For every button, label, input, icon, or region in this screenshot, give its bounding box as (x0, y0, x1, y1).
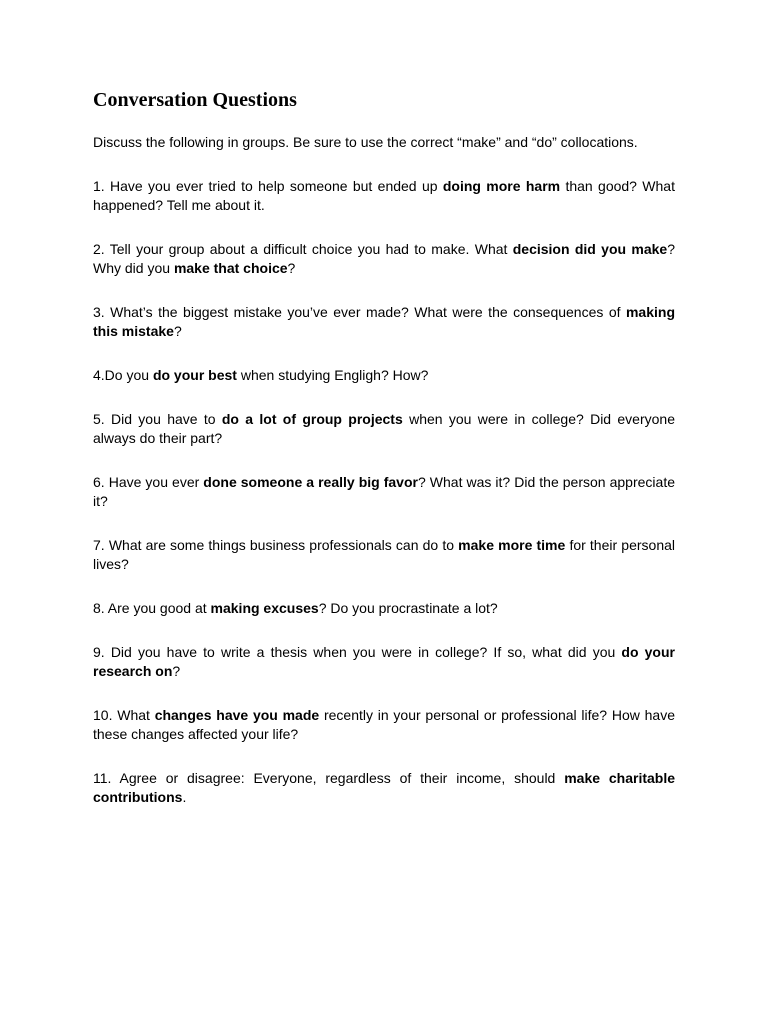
question-text: 6. Have you ever (93, 474, 204, 490)
question-item (93, 240, 675, 278)
collocation-bold: making excuses (210, 600, 319, 616)
question-text: ? (287, 260, 296, 276)
collocation-bold: do your best (152, 367, 237, 383)
question-text: 5. Did you have to (93, 411, 222, 427)
collocation-bold: make more time (458, 537, 566, 553)
collocation-bold: decision did you make (512, 241, 668, 257)
question-text: 10. What (93, 707, 155, 723)
question-item (93, 536, 675, 574)
question-text: ? Why did you (93, 241, 675, 276)
intro-paragraph: Discuss the following in groups. Be sure to use the correct “make” and “do” collocations. (93, 134, 638, 150)
question-text: than good? What happened? Tell me about it. (93, 178, 675, 213)
question-item (93, 303, 675, 341)
question-text: 7. What are some things business professionals can do to (93, 537, 459, 553)
collocation-bold: do your research on (93, 644, 675, 679)
question-text: 2. Tell your group about a difficult choice you had to make. What (93, 241, 513, 257)
collocation-bold: make charitable contributions (93, 770, 676, 805)
question-item (93, 706, 675, 744)
question-text: when studying Engligh? How? (236, 367, 429, 383)
question-text: 9. Did you have to write a thesis when you were in college? If so, what did you (93, 644, 622, 660)
question-item (93, 643, 675, 681)
question-text: 4.Do you (93, 367, 153, 383)
collocation-bold: done someone a really big favor (203, 474, 418, 490)
collocation-bold: doing more harm (442, 178, 561, 194)
question-text: 8. Are you good at (93, 600, 211, 616)
question-text: 11. Agree or disagree: Everyone, regardless of their income, should (93, 770, 565, 786)
question-text: 1. Have you ever tried to help someone but ended up (93, 178, 443, 194)
question-item (93, 177, 675, 215)
question-text: ? (172, 663, 181, 679)
question-list (93, 177, 675, 807)
question-text: ? Do you procrastinate a lot? (318, 600, 498, 616)
question-text: . (182, 789, 187, 805)
question-text: ? (173, 323, 182, 339)
collocation-bold: changes have you made (154, 707, 320, 723)
document-page (93, 86, 675, 832)
collocation-bold: making this mistake (93, 304, 675, 339)
question-item (93, 473, 675, 511)
question-item (93, 599, 675, 618)
collocation-bold: do a lot of group projects (221, 411, 403, 427)
question-item (93, 410, 675, 448)
question-item (93, 769, 675, 807)
question-text: 3. What’s the biggest mistake you’ve ever made? What were the consequences of (93, 304, 626, 320)
page-title: Conversation Questions (93, 89, 297, 111)
question-item (93, 366, 675, 385)
question-text: ? What was it? Did the person appreciate it? (93, 474, 675, 509)
question-text: when you were in college? Did everyone always do their part? (93, 411, 675, 446)
question-text: for their personal lives? (93, 537, 676, 572)
question-text: recently in your personal or professional life? How have these changes affected your life? (93, 707, 675, 742)
collocation-bold: make that choice (173, 260, 288, 276)
